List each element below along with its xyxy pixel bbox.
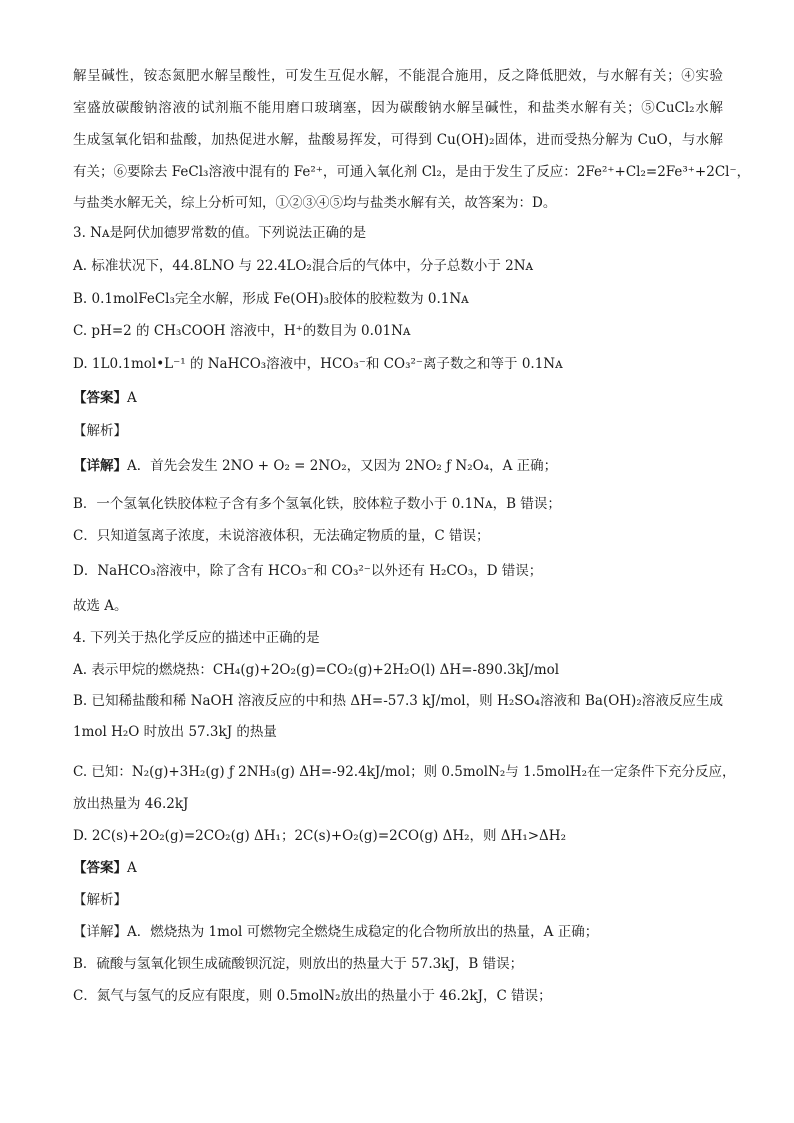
question-3-detail-a <box>73 456 723 476</box>
paragraph-line: 生成氢氧化铝和盐酸，加热促进水解，盐酸易挥发，可得到 Cu(OH)₂固体，进而受热分解为 CuO，与水解 <box>73 132 723 148</box>
question-4-detail-a: 【详解】A．燃烧热为 1mol 可燃物完全燃烧生成稳定的化合物所放出的热量，A 正确； <box>73 924 599 940</box>
question-4-answer <box>73 858 723 878</box>
question-3-option-a: A. 标准状况下，44.8LNO 与 22.4LO₂混合后的气体中，分子总数小于 2Nᴀ <box>73 258 534 274</box>
question-3-option-d: D. 1L0.1mol•L⁻¹ 的 NaHCO₃溶液中，HCO₃⁻和 CO₃²⁻离子数之和等于 0.1Nᴀ <box>73 356 563 372</box>
question-4-stem: 4. 下列关于热化学反应的描述中正确的是 <box>73 630 320 646</box>
question-3-stem: 3. Nᴀ是阿伏加德罗常数的值。下列说法正确的是 <box>73 225 367 241</box>
detail-label: 【详解】 <box>73 458 127 474</box>
question-4-detail-b: B．硫酸与氢氧化钡生成硫酸钡沉淀，则放出的热量大于 57.3kJ，B 错误； <box>73 956 524 972</box>
question-3-option-c: C. pH=2 的 CH₃COOH 溶液中，H⁺的数目为 0.01Nᴀ <box>73 323 411 339</box>
detail-text: A．首先会发生 2NO + O₂ = 2NO₂，又因为 2NO₂ ƒ N₂O₄，A 正确； <box>127 458 558 474</box>
question-4-option-d: D. 2C(s)+2O₂(g)=2CO₂(g) ΔH₁；2C(s)+O₂(g)=2CO(g) ΔH₂，则 ΔH₁>ΔH₂ <box>73 828 566 844</box>
question-3-option-b: B. 0.1molFeCl₃完全水解，形成 Fe(OH)₃胶体的胶粒数为 0.1Nᴀ <box>73 291 469 307</box>
question-3-answer <box>73 388 723 408</box>
paragraph-line: 室盛放碳酸钠溶液的试剂瓶不能用磨口玻璃塞，因为碳酸钠水解呈碱性，和盐类水解有关；⑤CuCl₂水解 <box>73 100 723 116</box>
answer-value: A <box>127 860 137 876</box>
question-4-detail-c: C．氮气与氢气的反应有限度，则 0.5molN₂放出的热量小于 46.2kJ，C 错误； <box>73 988 552 1004</box>
question-3-detail-b: B．一个氢氧化铁胶体粒子含有多个氢氧化铁，胶体粒子数小于 0.1Nᴀ，B 错误； <box>73 496 561 512</box>
question-3-analysis-label: 【解析】 <box>73 423 127 439</box>
answer-label: 【答案】 <box>73 390 127 406</box>
question-3-detail-d: D．NaHCO₃溶液中，除了含有 HCO₃⁻和 CO₃²⁻以外还有 H₂CO₃，D 错误； <box>73 563 543 579</box>
paragraph-line: 与盐类水解无关，综上分析可知，①②③④⑤均与盐类水解有关，故答案为：D。 <box>73 195 557 211</box>
question-3-detail-c: C．只知道氢离子浓度，未说溶液体积，无法确定物质的量，C 错误； <box>73 528 490 544</box>
answer-label: 【答案】 <box>73 860 127 876</box>
question-3-conclusion: 故选 A。 <box>73 598 128 614</box>
question-4-option-c: C. 已知：N₂(g)+3H₂(g) ƒ 2NH₃(g) ΔH=-92.4kJ/mol；则 0.5molN₂与 1.5molH₂在一定条件下充分反应， <box>73 764 736 780</box>
question-4-option-c-cont: 放出热量为 46.2kJ <box>73 796 189 812</box>
question-4-analysis-label: 【解析】 <box>73 892 127 908</box>
paragraph-line: 有关；⑥要除去 FeCl₃溶液中混有的 Fe²⁺，可通入氧化剂 Cl₂，是由于发生了反应：2Fe²⁺+Cl₂=2Fe³⁺+2Cl⁻， <box>73 164 751 180</box>
question-4-option-b: B. 已知稀盐酸和稀 NaOH 溶液反应的中和热 ΔH=-57.3 kJ/mol，则 H₂SO₄溶液和 Ba(OH)₂溶液反应生成 <box>73 693 723 709</box>
question-4-option-b-cont: 1mol H₂O 时放出 57.3kJ 的热量 <box>73 724 277 740</box>
question-4-option-a: A. 表示甲烷的燃烧热：CH₄(g)+2O₂(g)=CO₂(g)+2H₂O(l) ΔH=-890.3kJ/mol <box>73 662 560 678</box>
paragraph-line: 解呈碱性，铵态氮肥水解呈酸性，可发生互促水解，不能混合施用，反之降低肥效，与水解有关；④实验 <box>73 68 723 84</box>
answer-value: A <box>127 390 137 406</box>
